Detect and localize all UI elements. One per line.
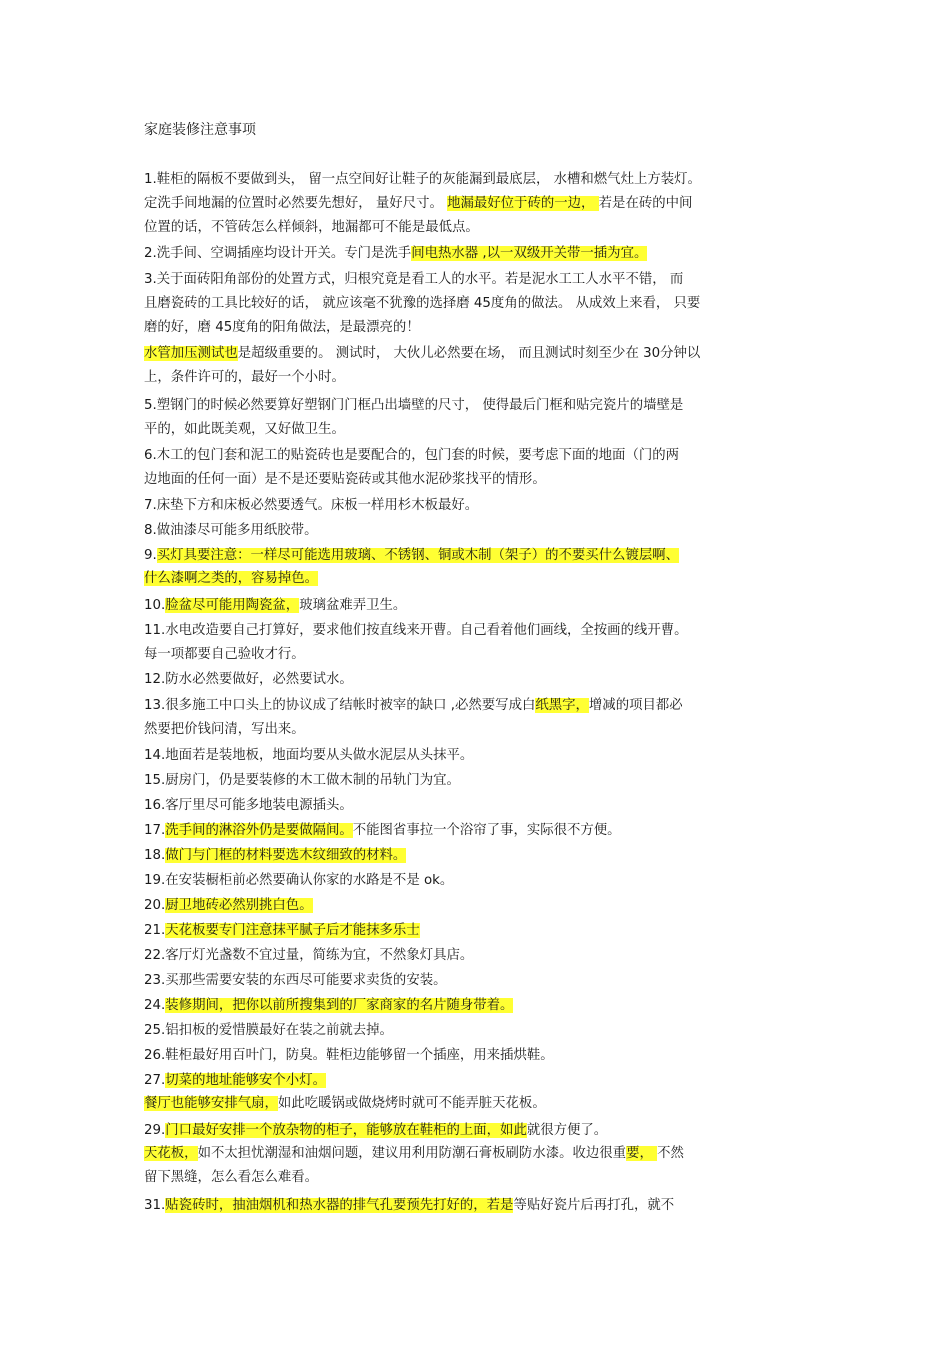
highlighted-text: 门口最好安排一个放杂物的柜子，能够放在鞋柜的上面，如此 — [165, 1123, 527, 1138]
highlighted-text: 切菜的地址能够安个小灯。 — [165, 1073, 326, 1088]
text-line — [144, 318, 420, 338]
line-text: 磨的好，磨 45度角的阳角做法，是最漂亮的！ — [144, 320, 420, 335]
line-text: 14.地面若是装地板，地面均要从头做水泥层从头抹平。 — [144, 748, 474, 763]
line-text: 29. — [144, 1123, 166, 1138]
line-text: 22.客厅灯光盏数不宜过量，简练为宜，不然象灯具店。 — [144, 948, 474, 963]
text-line — [144, 396, 683, 416]
line-text: 如不太担忧潮湿和油烟问题，建议用利用防潮石膏板刷防水漆。收边很重 — [197, 1146, 627, 1161]
line-text: 玻璃盆难弄卫生。 — [299, 598, 407, 613]
text-line — [144, 270, 683, 290]
text-line — [144, 368, 345, 388]
text-line — [144, 1021, 393, 1041]
text-line — [144, 1094, 546, 1114]
line-text: 不然 — [657, 1146, 684, 1161]
text-line — [144, 1046, 554, 1066]
line-text: 20. — [144, 898, 166, 913]
text-line — [144, 244, 647, 264]
line-text: 19.在安装橱柜前必然要确认你家的水路是不是 ok。 — [144, 873, 454, 888]
line-text: 15.厨房门，仍是要装修的木工做木制的吊轨门为宜。 — [144, 773, 460, 788]
text-line — [144, 496, 478, 516]
text-line — [144, 796, 353, 816]
line-text: 边地面的任何一面）是不是还要贴瓷砖或其他水泥砂浆找平的情形。 — [144, 472, 546, 487]
line-text: 26.鞋柜最好用百叶门，防臭。鞋柜边能够留一个插座，用来插烘鞋。 — [144, 1048, 554, 1063]
line-text: 6.木工的包门套和泥工的贴瓷砖也是要配合的，包门套的时候，要考虑下面的地面（门的两 — [144, 448, 680, 463]
line-text: 如此吃暖锅或做烧烤时就可不能弄脏天花板。 — [277, 1096, 546, 1111]
line-text: 增减的项目都必 — [588, 698, 683, 713]
text-line — [144, 1121, 607, 1141]
line-text: 不能图省事拉一个浴帘了事，实际很不方便。 — [352, 823, 621, 838]
highlighted-text: 间电热水器 ,以一双级开关带一插为宜。 — [411, 246, 648, 261]
line-text: 9. — [144, 548, 157, 563]
text-line — [144, 1071, 326, 1091]
highlighted-text: 水管加压测试也 — [144, 346, 238, 361]
line-text: 且磨瓷砖的工具比较好的话， 就应该毫不犹豫的选择磨 45度角的做法。 从成效上来看， 只要 — [144, 296, 701, 311]
text-line — [144, 720, 305, 740]
text-line — [144, 696, 683, 716]
line-text: 位置的话，不管砖怎么样倾斜，地漏都可不能是最低点。 — [144, 220, 479, 235]
line-text: 10. — [144, 598, 166, 613]
highlighted-text: 装修期间，把你以前所搜集到的厂家商家的名片随身带着。 — [165, 998, 514, 1013]
line-text: 然要把价钱问清，写出来。 — [144, 722, 305, 737]
line-text: 7.床垫下方和床板必然要透气。床板一样用杉木板最好。 — [144, 498, 479, 513]
line-text: 就很方便了。 — [526, 1123, 608, 1138]
text-line — [144, 821, 621, 841]
line-text: 12.防水必然要做好，必然要试水。 — [144, 672, 353, 687]
text-line — [144, 946, 473, 966]
line-text: 5.塑钢门的时候必然要算好塑钢门门框凸出墙壁的尺寸， 使得最后门框和贴完瓷片的墙壁是 — [144, 398, 684, 413]
line-text: 1.鞋柜的隔板不要做到头， 留一点空间好让鞋子的灰能漏到最底层， 水槽和燃气灶上方装灯。 — [144, 172, 701, 187]
text-line — [144, 645, 305, 665]
text-line — [144, 1168, 318, 1188]
text-line — [144, 521, 317, 541]
highlighted-text: 天花板要专门注意抹平腻子后才能抹多乐士 — [165, 923, 420, 938]
text-line — [144, 446, 679, 466]
line-text: 27. — [144, 1073, 166, 1088]
line-text: 上，条件许可的，最好一个小时。 — [144, 370, 345, 385]
line-text: 平的，如此既美观，又好做卫生。 — [144, 422, 345, 437]
line-text: 8.做油漆尽可能多用纸胶带。 — [144, 523, 318, 538]
line-text: 留下黑缝，怎么看怎么难看。 — [144, 1170, 319, 1185]
text-line — [144, 1196, 674, 1216]
line-text: 17. — [144, 823, 166, 838]
highlighted-text: 洗手间的淋浴外仍是要做隔间。 — [165, 823, 353, 838]
text-line — [144, 569, 318, 589]
text-line — [144, 470, 546, 490]
highlighted-text: 厨卫地砖必然别挑白色。 — [165, 898, 313, 913]
highlighted-text: 天花板， — [144, 1146, 198, 1161]
line-text: 21. — [144, 923, 166, 938]
text-line — [144, 294, 700, 314]
line-text: 每一项都要自己验收才行。 — [144, 647, 305, 662]
text-line — [144, 771, 460, 791]
text-line — [144, 670, 353, 690]
line-text: 若是在砖的中间 — [598, 196, 693, 211]
document-title: 家庭装修注意事项 — [144, 122, 256, 138]
highlighted-text: 买灯具要注意：一样尽可能选用玻璃、不锈钢、铜或木制（架子）的不要买什么镀层啊、 — [156, 548, 680, 563]
highlighted-text: 做门与门框的材料要选木纹细致的材料。 — [165, 848, 407, 863]
highlighted-text: 要， — [626, 1146, 658, 1161]
text-line — [144, 621, 688, 641]
text-line — [144, 218, 479, 238]
text-line — [144, 921, 420, 941]
line-text: 2.洗手间、空调插座均设计开关。专门是洗手 — [144, 246, 412, 261]
text-line — [144, 1144, 684, 1164]
line-text: 3.关于面砖阳角部份的处置方式，归根究竟是看工人的水平。若是泥水工工人水平不错， 而 — [144, 272, 684, 287]
text-line — [144, 596, 406, 616]
highlighted-text: 什么漆啊之类的，容易掉色。 — [144, 571, 319, 586]
text-line — [144, 871, 453, 891]
line-text: 23.买那些需要安装的东西尽可能要求卖货的安装。 — [144, 973, 447, 988]
line-text: 是超级重要的。 测试时， 大伙儿必然要在场， 而且测试时刻至少在 30分钟以 — [237, 346, 701, 361]
highlighted-text: 地漏最好位于砖的一边， — [447, 196, 599, 211]
text-line — [144, 971, 447, 991]
text-line — [144, 746, 473, 766]
text-line — [144, 846, 406, 866]
text-line — [144, 170, 701, 190]
highlighted-text: 纸黑字， — [535, 698, 589, 713]
highlighted-text: 脸盆尽可能用陶瓷盆， — [165, 598, 300, 613]
text-line — [144, 420, 345, 440]
line-text: 定洗手间地漏的位置时必然要先想好， 量好尺寸。 — [144, 196, 448, 211]
line-text: 11.水电改造要自己打算好，要求他们按直线来开曹。自己看着他们画线，全按画的线开曹。 — [144, 623, 688, 638]
text-line — [144, 194, 692, 214]
text-line — [144, 546, 679, 566]
line-text: 16.客厅里尽可能多地装电源插头。 — [144, 798, 353, 813]
line-text: 24. — [144, 998, 166, 1013]
text-line — [144, 996, 513, 1016]
line-text: 31. — [144, 1198, 166, 1213]
highlighted-text: 贴瓷砖时，抽油烟机和热水器的排气孔要预先打好的，若是 — [165, 1198, 514, 1213]
highlighted-text: 餐厅也能够安排气扇， — [144, 1096, 278, 1111]
line-text: 等贴好瓷片后再打孔，就不 — [513, 1198, 675, 1213]
text-line — [144, 344, 700, 364]
line-text: 25.铝扣板的爱惜膜最好在装之前就去掉。 — [144, 1023, 393, 1038]
line-text: 13.很多施工中口头上的协议成了结帐时被宰的缺口 ,必然要写成白 — [144, 698, 536, 713]
line-text: 18. — [144, 848, 166, 863]
text-line — [144, 896, 313, 916]
